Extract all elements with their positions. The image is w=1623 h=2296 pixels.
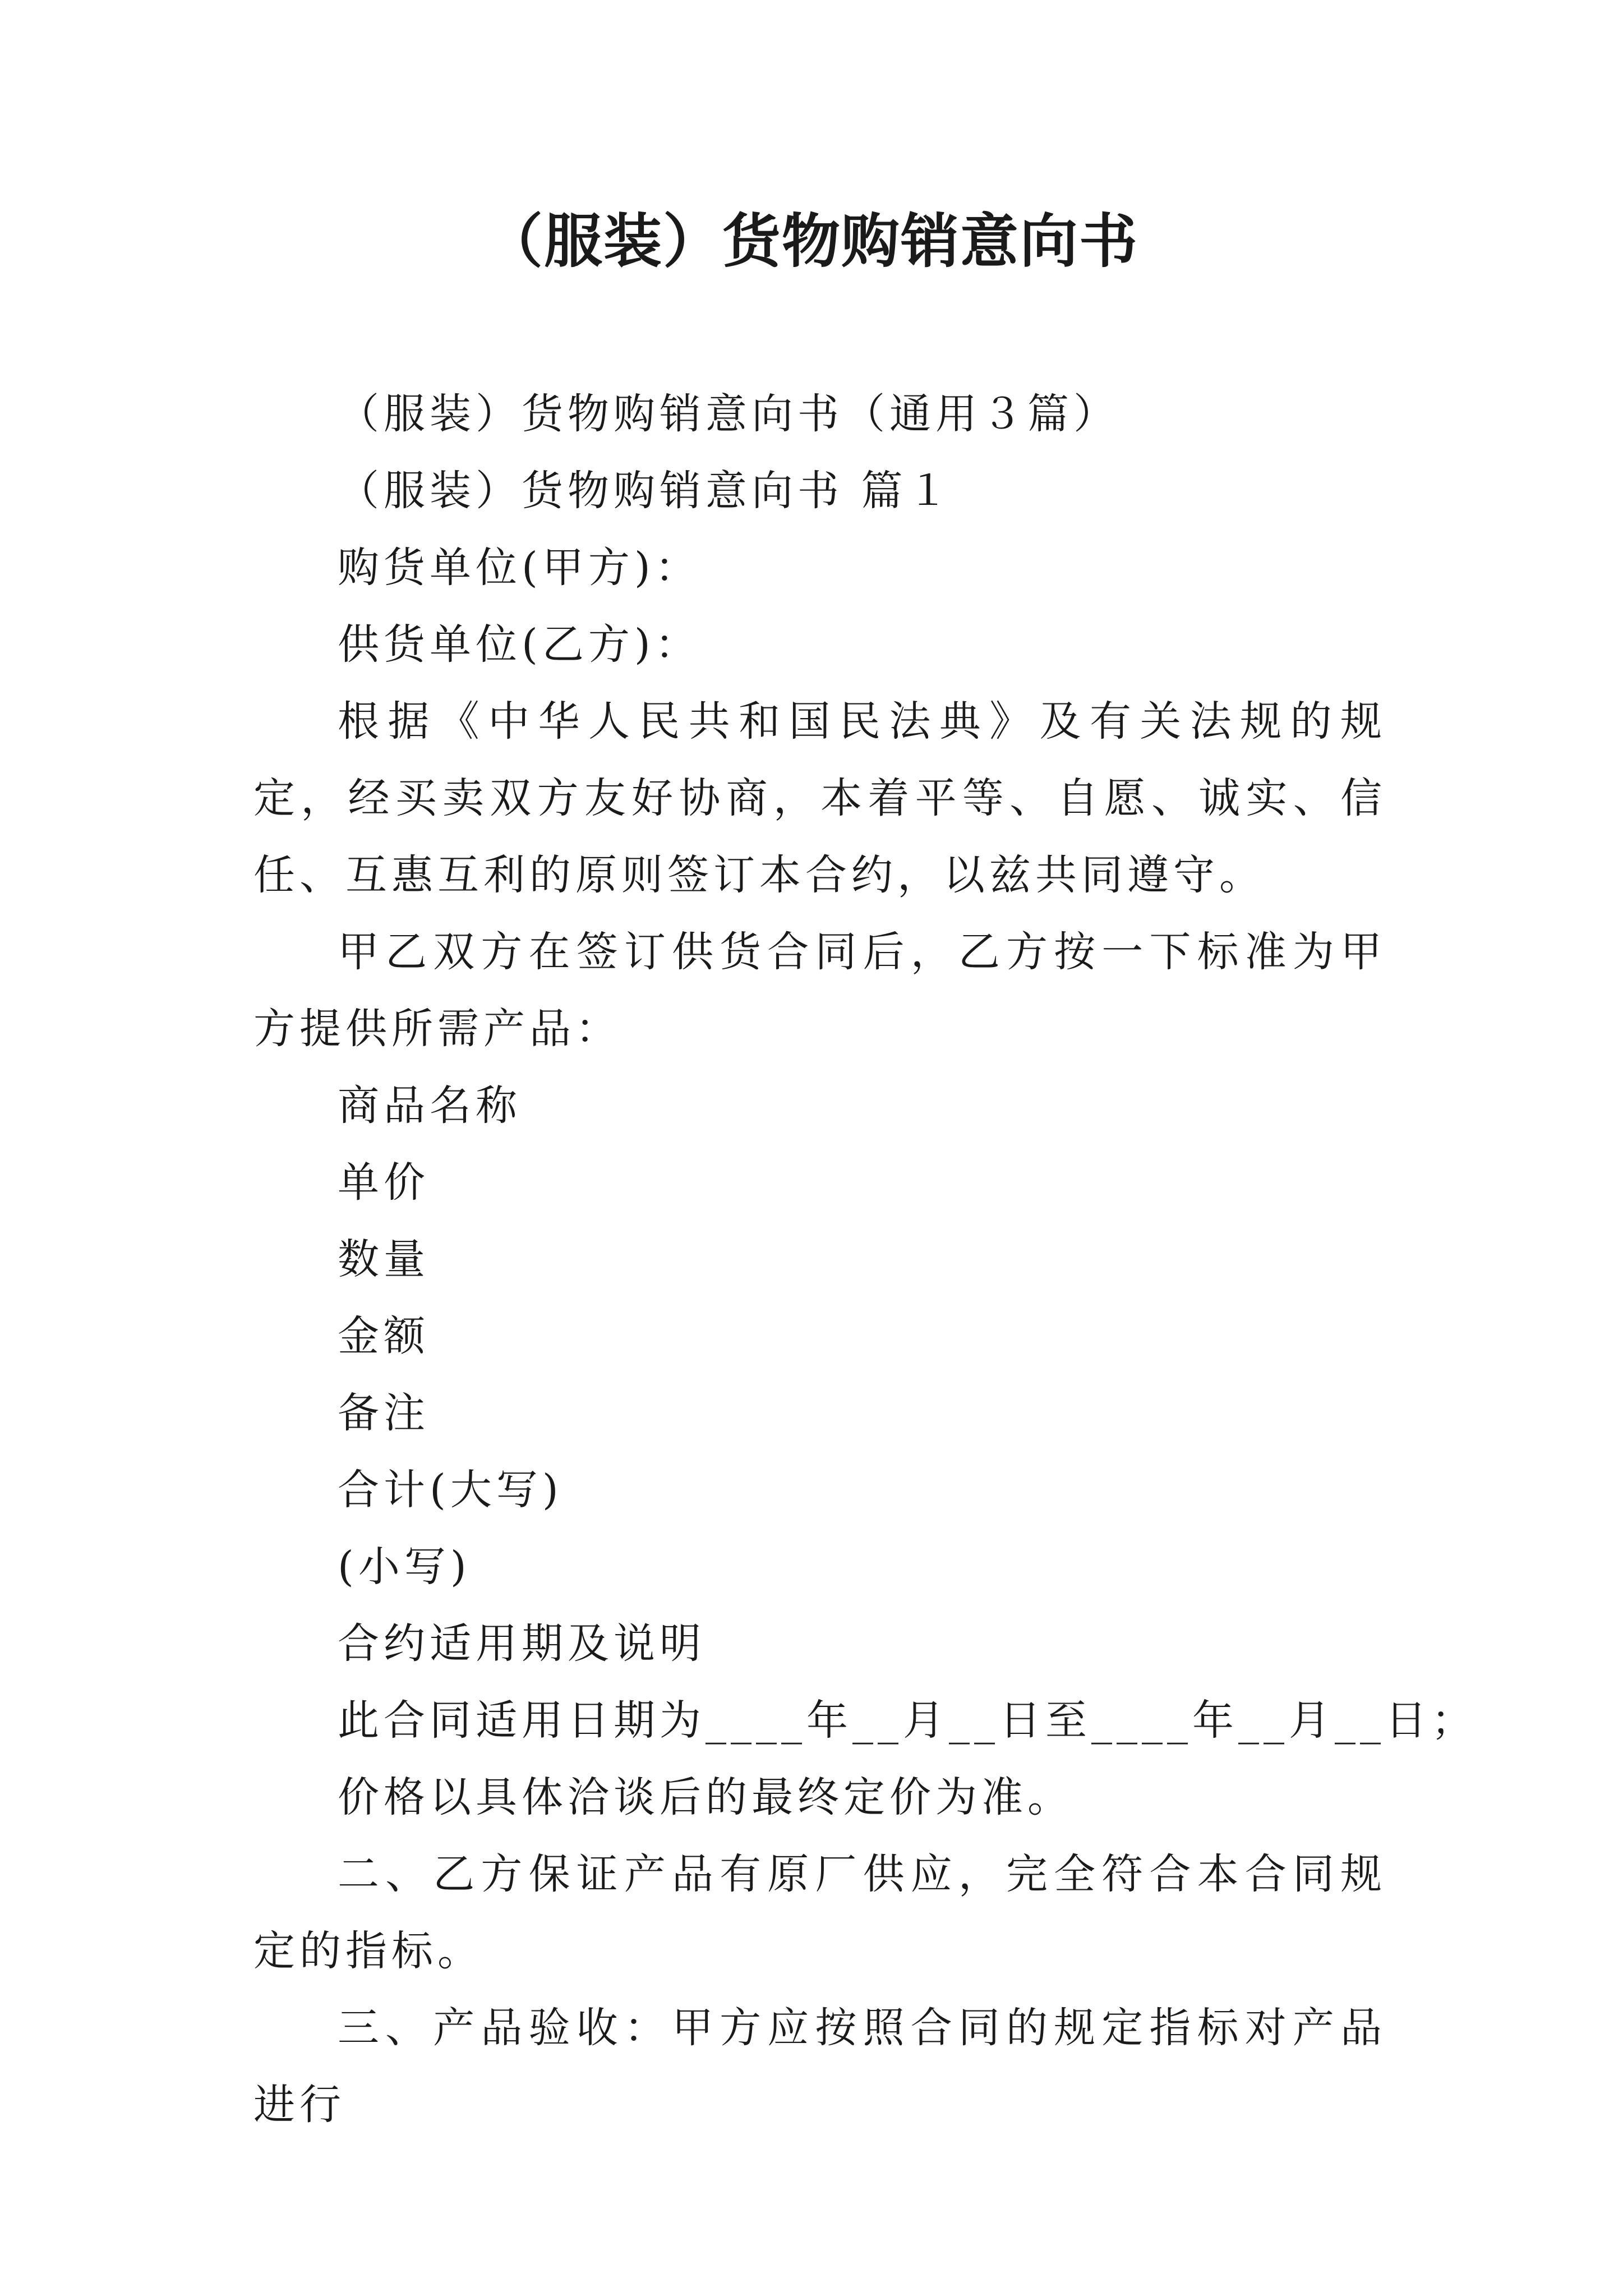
item-price-label: 单价 <box>338 1158 430 1207</box>
paragraph-legal-basis: 根据《中华人民共和国民法典》及有关法规的规定，经买卖双方友好协商，本着平等、自愿、诚实、信任、互惠互利的原则签订本合约，以兹共同遵守。 <box>253 697 1386 899</box>
item-amount-label: 金额 <box>338 1312 430 1360</box>
validity-dates: 此合同适用日期为____年__月__日至____年__月__日； <box>338 1696 1477 1745</box>
item-note-label: 备注 <box>338 1389 430 1437</box>
price-note: 价格以具体洽谈后的最终定价为准。 <box>338 1773 1073 1821</box>
subtitle: （服装）货物购销意向书（通用３篇） <box>338 390 1119 438</box>
supplier-field: 供货单位(乙方)： <box>338 620 701 669</box>
clause-2: 二、乙方保证产品有原厂供应，完全符合本合同规定的指标。 <box>253 1850 1386 1975</box>
total-upper-label: 合计(大写) <box>338 1466 563 1514</box>
paragraph-supply-terms: 甲乙双方在签订供货合同后，乙方按一下标准为甲方提供所需产品： <box>253 928 1386 1053</box>
clause-3: 三、产品验收：甲方应按照合同的规定指标对产品进行 <box>253 2004 1386 2129</box>
validity-heading: 合约适用期及说明 <box>338 1619 706 1668</box>
document-body <box>253 376 1477 2143</box>
section-heading: （服装）货物购销意向书 篇１ <box>338 467 953 515</box>
buyer-field: 购货单位(甲方)： <box>338 544 701 592</box>
document-title: （服装）货物购销意向书 <box>484 206 1138 275</box>
item-name-label: 商品名称 <box>338 1082 522 1130</box>
item-quantity-label: 数量 <box>338 1235 430 1283</box>
total-lower-label: (小写) <box>338 1543 471 1591</box>
